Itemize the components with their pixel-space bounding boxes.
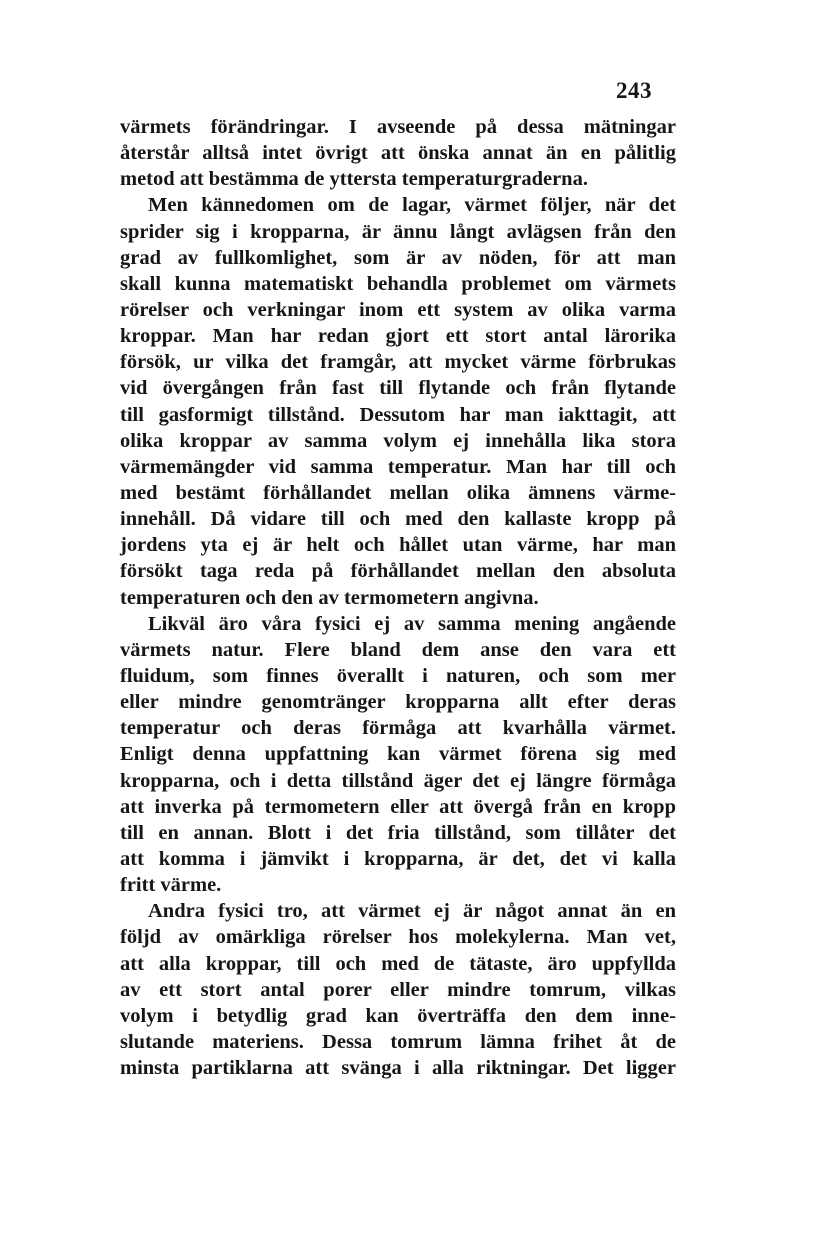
body-text	[120, 114, 676, 1081]
text-line: följd av omärkliga rörelser hos molekylerna. Man vet,	[120, 926, 676, 949]
text-line: med bestämt förhållandet mellan olika ämnens värme-	[120, 481, 676, 504]
text-line: slutande materiens. Dessa tomrum lämna frihet åt de	[120, 1030, 676, 1053]
text-line: att alla kroppar, till och med de tätaste, äro uppfyllda	[120, 952, 676, 975]
text-line: Enligt denna uppfattning kan värmet förena sig med	[120, 743, 676, 766]
text-line: grad av fullkomlighet, som är av nöden, för att man	[120, 246, 676, 269]
text-line: skall kunna matematiskt behandla problemet om värmets	[120, 272, 676, 295]
text-line: metod att bestämma de yttersta temperaturgraderna.	[120, 168, 588, 191]
text-line: sprider sig i kropparna, är ännu långt avlägsen från den	[120, 220, 676, 243]
text-line: återstår alltså intet övrigt att önska annat än en pålitlig	[120, 142, 676, 165]
text-line: rörelser och verkningar inom ett system av olika varma	[120, 298, 676, 321]
text-line: att inverka på termometern eller att övergå från en kropp	[120, 795, 676, 818]
text-line: minsta partiklarna att svänga i alla riktningar. Det ligger	[120, 1057, 676, 1080]
text-line: fluidum, som finnes överallt i naturen, och som mer	[120, 664, 676, 687]
text-line: kropparna, och i detta tillstånd äger det ej längre förmåga	[120, 769, 676, 792]
text-line: Andra fysici tro, att värmet ej är något annat än en	[148, 900, 676, 923]
text-line: temperaturen och den av termometern angivna.	[120, 586, 539, 609]
text-line: jordens yta ej är helt och hållet utan värme, har man	[120, 534, 676, 557]
text-line: till gasformigt tillstånd. Dessutom har man iakttagit, att	[120, 403, 676, 426]
text-line: försök, ur vilka det framgår, att mycket värme förbrukas	[120, 351, 676, 374]
text-line: vid övergången från fast till flytande och från flytande	[120, 377, 676, 400]
text-line: temperatur och deras förmåga att kvarhålla värmet.	[120, 717, 676, 740]
text-line: innehåll. Då vidare till och med den kallaste kropp på	[120, 508, 676, 531]
text-line: värmets förändringar. I avseende på dessa mätningar	[120, 116, 676, 138]
text-line: volym i betydlig grad kan överträffa den dem inne-	[120, 1004, 676, 1027]
text-line: Men kännedomen om de lagar, värmet följer, när det	[148, 194, 676, 217]
text-line: till en annan. Blott i det fria tillstånd, som tillåter det	[120, 821, 676, 844]
text-line: värmemängder vid samma temperatur. Man har till och	[120, 455, 676, 478]
text-line: kroppar. Man har redan gjort ett stort antal lärorika	[120, 325, 676, 348]
text-line: försökt taga reda på förhållandet mellan den absoluta	[120, 560, 676, 583]
text-line: värmets natur. Flere bland dem anse den vara ett	[120, 638, 676, 661]
text-line: att komma i jämvikt i kropparna, är det, det vi kalla	[120, 847, 676, 870]
text-line: eller mindre genomtränger kropparna allt efter deras	[120, 691, 676, 714]
page-number: 243	[616, 78, 652, 103]
text-line: olika kroppar av samma volym ej innehålla lika stora	[120, 429, 676, 452]
text-line: fritt värme.	[120, 874, 222, 897]
text-line: Likväl äro våra fysici ej av samma mening angående	[148, 612, 676, 635]
text-line: av ett stort antal porer eller mindre tomrum, vilkas	[120, 978, 676, 1001]
